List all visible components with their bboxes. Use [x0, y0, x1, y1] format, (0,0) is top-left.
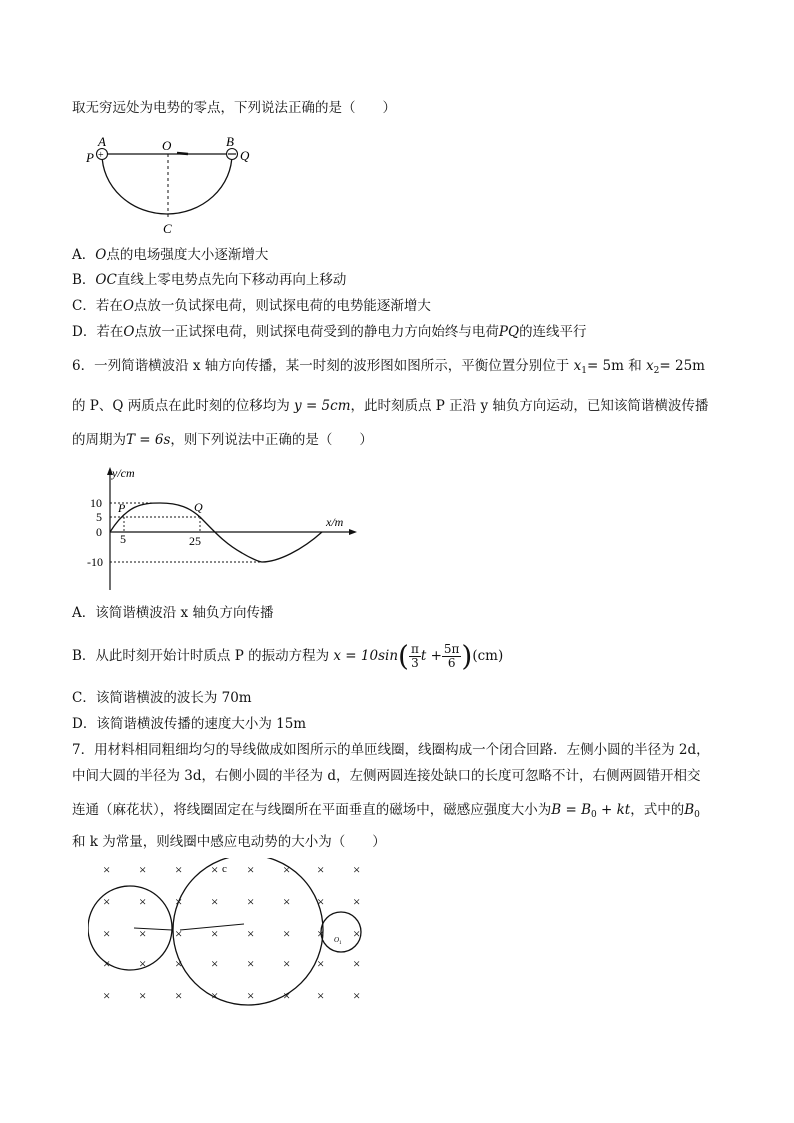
q7-coil-figure: [88, 858, 378, 1014]
field-cross: ×: [211, 862, 219, 877]
q6-option-c: C．该简谐横波的波长为 70m: [72, 690, 252, 706]
field-cross: ×: [139, 988, 147, 1003]
q5-mark: [177, 153, 188, 154]
q6-tick-0: 0: [96, 525, 102, 539]
field-cross: ×: [353, 862, 361, 877]
q6-wave-graph: [82, 465, 362, 599]
field-cross: ×: [283, 988, 291, 1003]
field-cross: ×: [139, 926, 147, 941]
q5-label-q: Q: [240, 148, 250, 163]
q6-tick-25: 25: [189, 534, 201, 548]
field-cross: ×: [103, 956, 111, 971]
q5-option-b: B．OC直线上零电势点先向下移动再向上移动: [72, 272, 347, 288]
field-cross: ×: [103, 988, 111, 1003]
field-cross: ×: [175, 956, 183, 971]
q7-line1: 7．用材料相同粗细均匀的导线做成如图所示的单匝线圈，线圈构成一个闭合回路．左侧小圆的半径为 2d，: [72, 742, 710, 758]
field-cross: ×: [247, 926, 255, 941]
q5-label-p: P: [86, 150, 94, 165]
field-cross: ×: [211, 894, 219, 909]
svg-text:O: O: [334, 936, 340, 944]
field-cross: ×: [283, 894, 291, 909]
q7-line3: 连通（麻花状），将线圈固定在与线圈所在平面垂直的磁场中，磁感应强度大小为$B = B_0$ + kt，式中的$B_0$: [72, 802, 700, 820]
field-cross: ×: [353, 894, 361, 909]
field-cross: ×: [283, 956, 291, 971]
q6-tick-5: 5: [96, 510, 102, 524]
field-cross: ×: [211, 988, 219, 1003]
field-cross: ×: [317, 862, 325, 877]
field-cross: ×: [175, 988, 183, 1003]
field-cross: ×: [317, 926, 325, 941]
field-cross: ×: [139, 862, 147, 877]
field-cross: ×: [247, 956, 255, 971]
field-cross: ×: [247, 988, 255, 1003]
field-cross: ×: [353, 956, 361, 971]
q6-line2: 的 P、Q 两质点在此时刻的位移均为 y = 5cm，此时刻质点 P 正沿 y 轴负方向运动，已知该简谐横波传播: [72, 398, 709, 414]
field-cross: ×: [353, 988, 361, 1003]
q6-tick-m10: -10: [87, 555, 103, 569]
svg-text:c: c: [222, 863, 227, 875]
svg-text:+: +: [98, 150, 104, 161]
field-cross: ×: [317, 956, 325, 971]
q6-label-p: P: [118, 501, 126, 515]
field-cross: ×: [103, 894, 111, 909]
q6-option-d: D．该简谐横波传播的速度大小为 15m: [72, 716, 307, 732]
field-cross: ×: [317, 988, 325, 1003]
q7-line4: 和 k 为常量，则线圈中感应电动势的大小为（ ）: [72, 834, 386, 850]
field-cross: ×: [139, 894, 147, 909]
q5-option-a: A．O点的电场强度大小逐渐增大: [72, 247, 269, 263]
field-cross: ×: [283, 926, 291, 941]
q5-label-o: O: [162, 138, 172, 153]
field-cross: ×: [317, 894, 325, 909]
field-cross: ×: [175, 894, 183, 909]
q7-line2: 中间大圆的半径为 3d，右侧小圆的半径为 d，左侧两圆连接处缺口的长度可忽略不计，右侧两圆错开相交: [72, 768, 701, 784]
field-cross: ×: [211, 926, 219, 941]
field-cross: ×: [175, 926, 183, 941]
q5-label-a: A: [98, 134, 106, 149]
field-cross: ×: [283, 862, 291, 877]
q6-x-axis-label: x/m: [326, 515, 344, 529]
q7-left-circle: [88, 886, 172, 970]
q7-magnetic-field-crosses: [103, 862, 360, 1003]
q6-line3: 的周期为T = 6s，则下列说法中正确的是（ ）: [72, 432, 373, 448]
field-cross: ×: [175, 862, 183, 877]
field-cross: ×: [247, 894, 255, 909]
q5-semicircle: [102, 154, 232, 214]
q5-option-d: D．若在O点放一正试探电荷，则试探电荷受到的静电力方向始终与电荷PQ的连线平行: [72, 324, 587, 340]
field-cross: ×: [353, 926, 361, 941]
field-cross: ×: [103, 926, 111, 941]
q6-option-a: A．该简谐横波沿 x 轴负方向传播: [72, 605, 274, 621]
svg-text:1: 1: [339, 941, 342, 946]
q6-label-q: Q: [194, 500, 203, 514]
q5-label-b: B: [226, 134, 234, 149]
q6-tick-5x: 5: [120, 532, 126, 546]
q5-stem: 取无穷远处为电势的零点，下列说法正确的是（ ）: [72, 100, 396, 116]
field-cross: ×: [247, 862, 255, 877]
q6-option-b: B．从此时刻开始计时质点 P 的振动方程为 x = 10sin( $\frac{\pi}{3}$ t + $\frac{5\pi}{6}$ )(cm): [72, 639, 504, 673]
field-cross: ×: [103, 862, 111, 877]
q5-option-c: C．若在O点放一负试探电荷，则试探电荷的电势能逐渐增大: [72, 298, 431, 314]
q6-tick-10: 10: [90, 496, 102, 510]
q5-figure: [82, 132, 262, 242]
q5-label-c: C: [163, 221, 172, 236]
field-cross: ×: [211, 956, 219, 971]
q6-line1: 6．一列简谐横波沿 x 轴方向传播，某一时刻的波形图如图所示，平衡位置分别位于 $x_1= 5m$ 和 $x_2= 25m$: [72, 358, 705, 376]
q6-y-axis-label: y/cm: [112, 466, 135, 480]
field-cross: ×: [139, 956, 147, 971]
